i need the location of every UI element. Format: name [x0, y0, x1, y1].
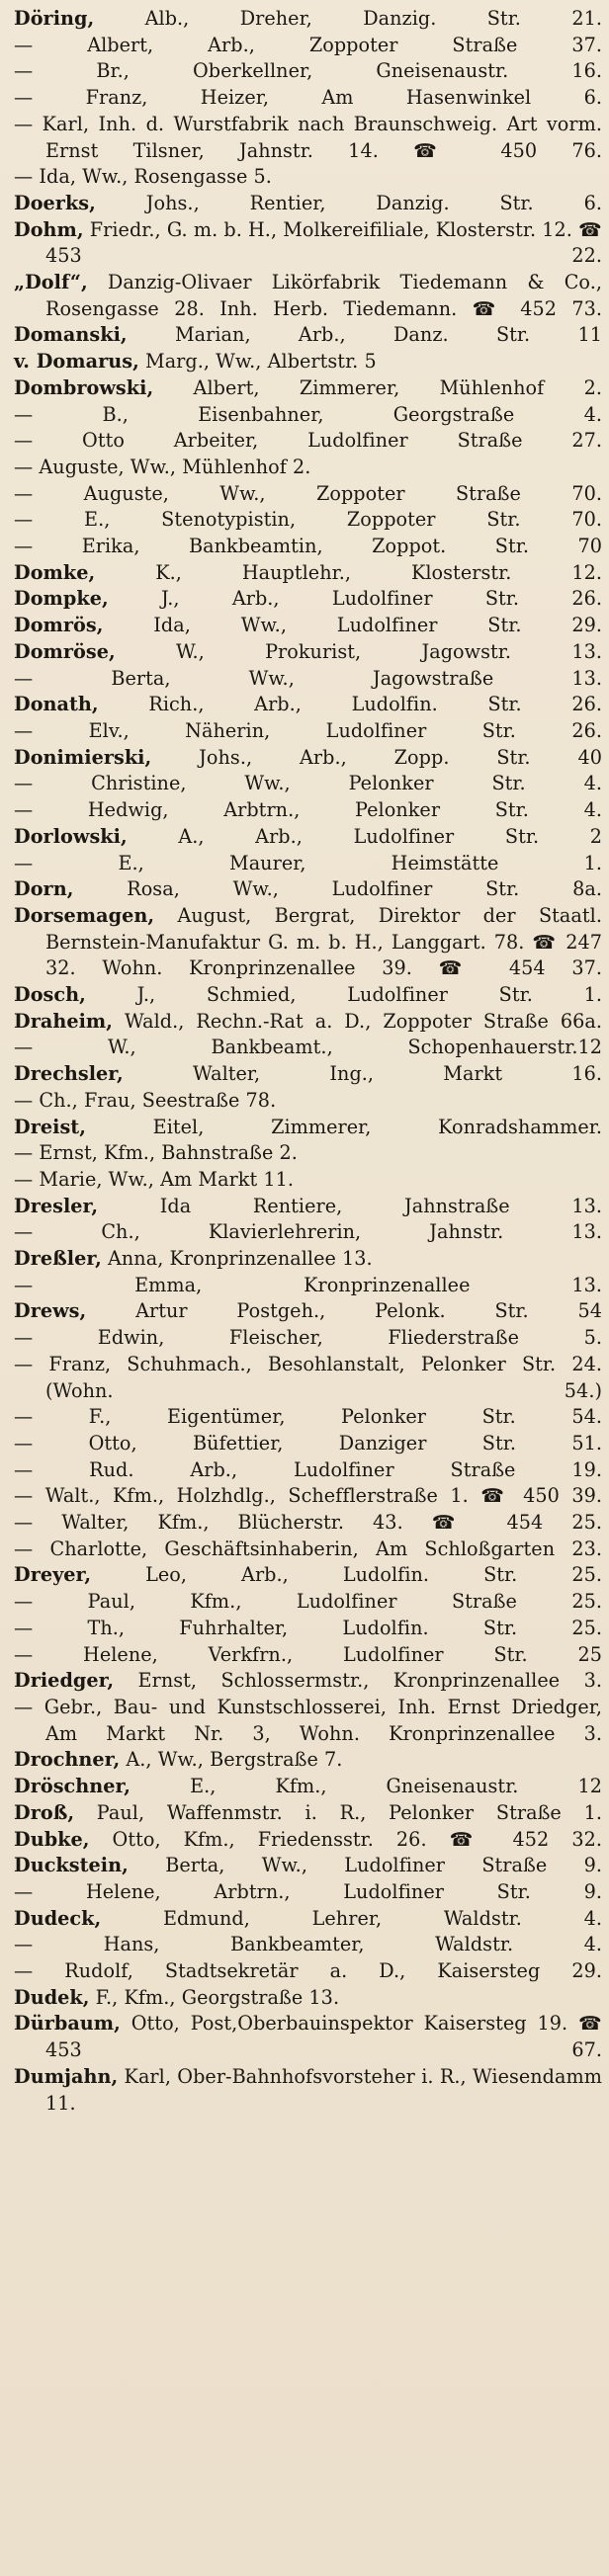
directory-entry: [14, 1009, 602, 1036]
directory-entry: [14, 1537, 602, 1563]
entry-details: — F., Eigentümer, Pelonker Str. 54.: [14, 1405, 602, 1429]
entry-details: — Franz, Schuhmach., Besohlanstalt, Pelonker Str. 24. (Wohn. 54.): [14, 1352, 602, 1402]
entry-surname: Domröse,: [14, 639, 116, 663]
directory-entry: [14, 613, 602, 639]
directory-entry: [14, 824, 602, 851]
entry-details: — E., Maurer, Heimstätte 1.: [14, 851, 602, 874]
entry-details: — Edwin, Fleischer, Fliederstraße 5.: [14, 1326, 602, 1350]
entry-surname: Domke,: [14, 560, 96, 584]
entry-details: — Th., Fuhrhalter, Ludolfin. Str. 25.: [14, 1616, 602, 1639]
entry-details: A., Ww., Bergstraße 7.: [120, 1748, 343, 1772]
directory-entry: [14, 349, 602, 375]
directory-entry: [14, 1562, 602, 1589]
entry-details: Rich., Arb., Ludolfin. Str. 26.: [98, 693, 602, 716]
entry-details: — Franz, Heizer, Am Hasenwinkel 6.: [14, 86, 602, 110]
entry-details: Leo, Arb., Ludolfin. Str. 25.: [91, 1563, 602, 1587]
entry-surname: Dreßler,: [14, 1247, 102, 1271]
entry-surname: Draheim,: [14, 1009, 114, 1033]
entry-surname: v. Domarus,: [14, 350, 139, 374]
entry-details: — Walter, Kfm., Blücherstr. 43. ☎ 454 25.: [14, 1511, 602, 1535]
entry-details: Ernst, Schlossermstr., Kronprinzenallee 3.: [114, 1669, 602, 1693]
directory-entry: [14, 1827, 602, 1854]
entry-surname: Duckstein,: [14, 1854, 129, 1877]
directory-entry: [14, 1747, 602, 1774]
directory-entry: [14, 1219, 602, 1246]
entry-details: — Elv., Näherin, Ludolfiner Str. 26.: [14, 718, 602, 742]
directory-entry: [14, 1194, 602, 1220]
entry-details: — Helene, Arbtrn., Ludolfiner Str. 9.: [14, 1879, 602, 1903]
directory-entry: [14, 1431, 602, 1457]
entry-details: — E., Stenotypistin, Zoppoter Str. 70.: [14, 508, 602, 532]
directory-entry: [14, 560, 602, 587]
directory-entry: [14, 1088, 602, 1115]
directory-entry: [14, 1325, 602, 1352]
entry-details: Danzig-Olivaer Likörfabrik Tiedemann & Co., Rosengasse 28. Inh. Herb. Tiedemann. ☎ 452 73.: [45, 271, 602, 320]
entry-details: Alb., Dreher, Danzig. Str. 21.: [94, 7, 602, 30]
entry-surname: Dreyer,: [14, 1563, 92, 1587]
entry-details: Ida, Ww., Ludolfiner Str. 29.: [103, 614, 602, 637]
entry-details: Johs., Arb., Zopp. Str. 40: [151, 745, 602, 769]
entry-surname: Dorn,: [14, 877, 74, 901]
directory-entry: [14, 6, 602, 33]
entry-details: — Rudolf, Stadtsekretär a. D., Kaisersteg 29.: [14, 1959, 602, 1983]
entry-details: — Rud. Arb., Ludolfiner Straße 19.: [14, 1457, 602, 1481]
directory-entry: [14, 375, 602, 402]
directory-entry: [14, 85, 602, 112]
entry-surname: Donath,: [14, 693, 99, 716]
entry-surname: „Dolf“,: [14, 271, 88, 294]
entry-surname: Dosch,: [14, 983, 86, 1007]
entry-details: Artur Postgeh., Pelonk. Str. 54: [86, 1299, 602, 1323]
entry-details: F., Kfm., Georgstraße 13.: [89, 1985, 340, 2009]
entry-details: — Albert, Arb., Zoppoter Straße 37.: [14, 33, 602, 56]
entry-details: Karl, Ober-Bahnhofsvorsteher i. R., Wiesendamm 11.: [45, 2064, 602, 2115]
directory-entry: [14, 402, 602, 429]
directory-entry: [14, 1589, 602, 1616]
entry-details: — Charlotte, Geschäftsinhaberin, Am Schloßgarten 23.: [14, 1537, 602, 1560]
entry-details: Paul, Waffenmstr. i. R., Pelonker Straße 1.: [74, 1800, 602, 1824]
directory-entry: [14, 455, 602, 481]
directory-entry: [14, 1483, 602, 1510]
directory-entry: [14, 876, 602, 903]
entry-details: — Erika, Bankbeamtin, Zoppot. Str. 70: [14, 535, 602, 558]
entry-details: Albert, Zimmerer, Mühlenhof 2.: [153, 375, 602, 399]
entry-surname: Dürbaum,: [14, 2012, 121, 2036]
entry-surname: Dompke,: [14, 587, 109, 611]
entry-details: J., Arb., Ludolfiner Str. 26.: [108, 587, 602, 611]
directory-entry: [14, 58, 602, 85]
entry-details: — Auguste, Ww., Zoppoter Straße 70.: [14, 481, 602, 505]
directory-entry: [14, 2064, 602, 2117]
entry-details: — Br., Oberkellner, Gneisenaustr. 16.: [14, 59, 602, 83]
directory-entry: [14, 1616, 602, 1642]
entry-surname: Dorsemagen,: [14, 903, 155, 927]
directory-entry: [14, 903, 602, 982]
entry-details: — Gebr., Bau- und Kunstschlosserei, Inh. Ernst Driedger, Am Markt Nr. 3, Wohn. Kronprinzenallee 3.: [14, 1696, 602, 1745]
entry-surname: Dumjahn,: [14, 2064, 119, 2088]
entry-surname: Dröschner,: [14, 1775, 131, 1798]
entry-details: — Emma, Kronprinzenallee 13.: [14, 1273, 602, 1296]
entry-surname: Dreist,: [14, 1115, 86, 1138]
entry-details: Wald., Rechn.-Rat a. D., Zoppoter Straße 66a.: [113, 1009, 602, 1033]
entry-surname: Driedger,: [14, 1669, 115, 1693]
entry-details: Anna, Kronprinzenallee 13.: [101, 1247, 373, 1271]
directory-entry: [14, 1457, 602, 1484]
directory-entry: [14, 745, 602, 772]
entry-details: Ida Rentiere, Jahnstraße 13.: [98, 1194, 602, 1217]
entry-surname: Dudeck,: [14, 1906, 102, 1930]
entry-details: — Helene, Verkfrn., Ludolfiner Str. 25: [14, 1642, 602, 1666]
directory-entry: [14, 1273, 602, 1299]
entry-details: Marg., Ww., Albertstr. 5: [138, 350, 377, 374]
entry-details: — W., Bankbeamt., Schopenhauerstr.12: [14, 1036, 602, 1059]
entry-details: Walter, Ing., Markt 16.: [123, 1062, 602, 1086]
directory-entry: [14, 270, 602, 322]
directory-entry: [14, 771, 602, 797]
entry-surname: Drochner,: [14, 1748, 121, 1772]
directory-entry: [14, 692, 602, 718]
directory-entry: [14, 2011, 602, 2063]
entry-details: August, Bergrat, Direktor der Staatl. Bernstein-Manufaktur G. m. b. H., Langgart. 78. ☎ 247 32. Wohn. Kronprinzenallee 39. ☎ 454 37.: [45, 903, 602, 980]
entry-surname: Drews,: [14, 1299, 87, 1323]
entry-surname: Doerks,: [14, 191, 96, 214]
entry-details: J., Schmied, Ludolfiner Str. 1.: [85, 983, 602, 1007]
entry-details: — Hans, Bankbeamter, Waldstr. 4.: [14, 1933, 602, 1956]
entry-details: — Ch., Klavierlehrerin, Jahnstr. 13.: [14, 1220, 602, 1244]
directory-entry: [14, 481, 602, 508]
directory-entry: [14, 1510, 602, 1537]
entry-surname: Dudek,: [14, 1985, 90, 2009]
entry-details: Johs., Rentier, Danzig. Str. 6.: [95, 191, 602, 214]
entry-details: — Walt., Kfm., Holzhdlg., Schefflerstraße 1. ☎ 450 39.: [14, 1484, 602, 1508]
entry-details: — B., Eisenbahner, Georgstraße 4.: [14, 402, 602, 426]
directory-entry: [14, 797, 602, 824]
directory-entry: [14, 1932, 602, 1958]
directory-entry: [14, 666, 602, 693]
directory-entry: [14, 1140, 602, 1167]
entry-details: W., Prokurist, Jagowstr. 13.: [115, 639, 602, 663]
directory-entry: [14, 851, 602, 877]
entry-surname: Droß,: [14, 1800, 75, 1824]
directory-entry: [14, 1668, 602, 1695]
directory-entry: [14, 1879, 602, 1906]
entry-details: Marian, Arb., Danz. Str. 11: [127, 323, 602, 347]
entry-details: — Paul, Kfm., Ludolfiner Straße 25.: [14, 1590, 602, 1614]
directory-entry: [14, 1906, 602, 1933]
directory-entry: [14, 1985, 602, 2012]
directory-entry: [14, 1853, 602, 1879]
directory-entry: [14, 112, 602, 164]
directory-entry: [14, 1695, 602, 1747]
directory-entry: [14, 1246, 602, 1273]
directory-entry: [14, 1167, 602, 1194]
directory-entry: [14, 1642, 602, 1669]
entry-details: — Auguste, Ww., Mühlenhof 2.: [14, 455, 311, 478]
entry-details: — Hedwig, Arbtrn., Pelonker Str. 4.: [14, 798, 602, 822]
entry-surname: Dubke,: [14, 1827, 90, 1851]
directory-entry: [14, 507, 602, 534]
entry-details: K., Hauptlehr., Klosterstr. 12.: [95, 560, 602, 584]
entry-details: Otto, Post,Oberbauinspektor Kaisersteg 19. ☎ 453 67.: [45, 2012, 602, 2062]
entry-details: Otto, Kfm., Friedensstr. 26. ☎ 452 32.: [89, 1827, 602, 1851]
entry-surname: Dresler,: [14, 1194, 99, 1217]
directory-entry: [14, 217, 602, 270]
entry-details: Rosa, Ww., Ludolfiner Str. 8a.: [73, 877, 602, 901]
entry-details: — Karl, Inh. d. Wurstfabrik nach Braunschweig. Art vorm. Ernst Tilsner, Jahnstr. 14. ☎ 450 76.: [14, 112, 602, 162]
entry-surname: Domrös,: [14, 614, 104, 637]
directory-entry: [14, 586, 602, 613]
entry-details: — Christine, Ww., Pelonker Str. 4.: [14, 772, 602, 795]
entry-details: Edmund, Lehrer, Waldstr. 4.: [101, 1906, 602, 1930]
directory-entry: [14, 982, 602, 1009]
directory-entry: [14, 1774, 602, 1800]
entry-details: Friedr., G. m. b. H., Molkereifiliale, Klosterstr. 12. ☎ 453 22.: [45, 217, 603, 268]
directory-entry: [14, 639, 602, 666]
directory-entry: [14, 1352, 602, 1404]
entry-details: E., Kfm., Gneisenaustr. 12: [130, 1775, 602, 1798]
entry-details: — Ernst, Kfm., Bahnstraße 2.: [14, 1141, 298, 1165]
entry-details: — Ida, Ww., Rosengasse 5.: [14, 165, 272, 189]
directory-entry: [14, 191, 602, 217]
entry-details: — Otto, Büfettier, Danziger Str. 51.: [14, 1431, 602, 1454]
entry-surname: Dorlowski,: [14, 824, 128, 848]
entry-details: A., Arb., Ludolfiner Str. 2: [127, 824, 602, 848]
entry-details: Eitel, Zimmerer, Konradshammer.: [85, 1115, 602, 1138]
entry-surname: Drechsler,: [14, 1062, 124, 1086]
entry-surname: Domanski,: [14, 323, 128, 347]
entry-details: Berta, Ww., Ludolfiner Straße 9.: [128, 1854, 602, 1877]
entry-surname: Döring,: [14, 7, 95, 30]
directory-entry: [14, 1115, 602, 1141]
directory-entry: [14, 1061, 602, 1088]
directory-entry: [14, 1800, 602, 1827]
directory-entry: [14, 718, 602, 745]
entry-surname: Dohm,: [14, 217, 84, 241]
directory-entry: [14, 534, 602, 560]
directory-entry: [14, 1035, 602, 1061]
entry-details: — Ch., Frau, Seestraße 78.: [14, 1088, 277, 1112]
entry-surname: Dombrowski,: [14, 375, 154, 399]
entry-details: — Otto Arbeiter, Ludolfiner Straße 27.: [14, 429, 602, 453]
entry-surname: Donimierski,: [14, 745, 152, 769]
directory-entry: [14, 322, 602, 349]
directory-entry: [14, 1298, 602, 1325]
entry-details: — Marie, Ww., Am Markt 11.: [14, 1167, 295, 1191]
directory-entry: [14, 33, 602, 59]
directory-entry: [14, 428, 602, 455]
directory-entry: [14, 1958, 602, 1985]
directory-entry: [14, 164, 602, 191]
entry-details: — Berta, Ww., Jagowstraße 13.: [14, 666, 602, 690]
directory-entry: [14, 1404, 602, 1431]
